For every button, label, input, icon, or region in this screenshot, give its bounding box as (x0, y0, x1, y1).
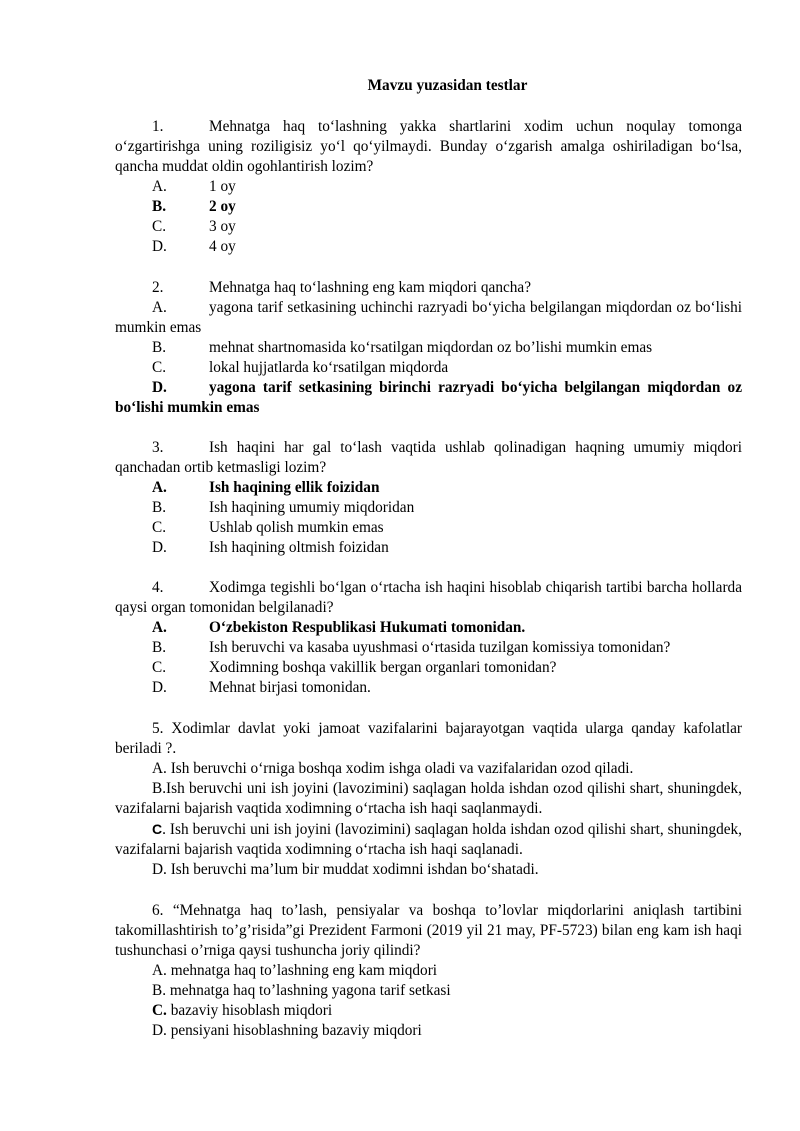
option-d: D. Ish haqining oltmish foizidan (152, 539, 389, 556)
option-c: C. 3 oy (152, 218, 236, 235)
question-text: Xodimga tegishli bo‘lgan o‘rtacha ish haqini hisoblab chiqarish tartibi barcha hollarda qaysi organ tomonidan belgilanadi? (115, 579, 742, 616)
option-c: C. lokal hujjatlarda ko‘rsatilgan miqdorda (152, 359, 449, 376)
question-6 (115, 901, 742, 1041)
question-2 (115, 278, 742, 418)
question-number: 1. (152, 118, 164, 135)
option-c: C. Ushlab qolish mumkin emas (152, 519, 384, 536)
option-c-correct: C. bazaviy hisoblash miqdori (152, 1002, 333, 1019)
page-title: Mavzu yuzasidan testlar (367, 77, 528, 94)
option-a-correct: A. Ish haqining ellik foizidan (152, 479, 380, 496)
question-number: 3. (152, 439, 164, 456)
option-a: A. yagona tarif setkasining uchinchi razryadi bo‘yicha belgilangan miqdordan oz bo‘lishi mumkin emas (115, 299, 742, 336)
option-d: D. 4 oy (152, 238, 236, 255)
question-5 (115, 719, 742, 880)
option-b: B. Ish beruvchi va kasaba uyushmasi o‘rtasida tuzilgan komissiya tomonidan? (152, 639, 671, 656)
question-number: 4. (152, 579, 164, 596)
option-b: B. mehnat shartnomasida ko‘rsatilgan miqdordan oz bo’lishi mumkin emas (152, 339, 653, 356)
question-text: Ish haqini har gal to‘lash vaqtida ushlab qolinadigan haqning umumiy miqdori qanchadan ortib ketmasligi lozim? (115, 439, 742, 476)
option-c: C. Xodimning boshqa vakillik bergan organlari tomonidan? (152, 659, 557, 676)
option-d: D. Ish beruvchi ma’lum bir muddat xodimni ishdan bo‘shatadi. (152, 861, 539, 878)
question-text: Mehnatga haq to‘lashning yakka shartlarini xodim uchun noqulay tomonga o‘zgartirishga uning roziligisiz yo‘l qo‘yilmaydi. Bunday o‘zgarish amalga oshiriladigan bo‘lsa, qancha muddat oldin ogohlantirish lozim? (115, 118, 742, 175)
option-d-correct: D. yagona tarif setkasining birinchi razryadi bo‘yicha belgilangan miqdordan oz bo‘lishi mumkin emas (115, 379, 742, 416)
question-number: 2. (152, 279, 164, 296)
option-d: D. Mehnat birjasi tomonidan. (152, 679, 371, 696)
option-c-correct: C. Ish beruvchi uni ish joyini (lavozimini) saqlagan holda ishdan ozod qilishi shart, shuningdek, vazifalarni bajarish vaqtida xodimning o‘rtacha ish haqi saqlanadi. (115, 821, 742, 858)
question-1 (115, 117, 742, 257)
question-text: Mehnatga haq to‘lashning eng kam miqdori qancha? (209, 279, 531, 296)
option-a: A. 1 oy (152, 178, 236, 195)
option-b-correct: B. 2 oy (152, 198, 236, 215)
option-d: D. pensiyani hisoblashning bazaviy miqdori (152, 1022, 422, 1039)
question-3 (115, 438, 742, 558)
question-text: 6. “Mehnatga haq to’lash, pensiyalar va boshqa to’lovlar miqdorlarini aniqlash tartibini takomillashtirish to’g’risida”gi Prezident Farmoni (2019 yil 21 may, PF-5723) bilan eng kam ish haqi tushunchasi o’rniga qaysi tushuncha joriy qilindi? (115, 902, 742, 959)
option-a: A. mehnatga haq to’lashning eng kam miqdori (152, 962, 438, 979)
option-b: B. mehnatga haq to’lashning yagona tarif setkasi (152, 982, 451, 999)
option-a-correct: A. O‘zbekiston Respublikasi Hukumati tomonidan. (152, 619, 526, 636)
option-b: B. Ish haqining umumiy miqdoridan (152, 499, 415, 516)
option-b: B.Ish beruvchi uni ish joyini (lavozimini) saqlagan holda ishdan ozod qilishi shart, shuningdek, vazifalarni bajarish vaqtida xodimning o‘rtacha ish haqi saqlanmaydi. (115, 780, 742, 817)
option-a: A. Ish beruvchi o‘rniga boshqa xodim ishga oladi va vazifalaridan ozod qiladi. (152, 760, 634, 777)
question-text: 5. Xodimlar davlat yoki jamoat vazifalarini bajarayotgan vaqtida ularga qanday kafolatlar beriladi ?. (115, 720, 742, 757)
question-4 (115, 578, 742, 698)
